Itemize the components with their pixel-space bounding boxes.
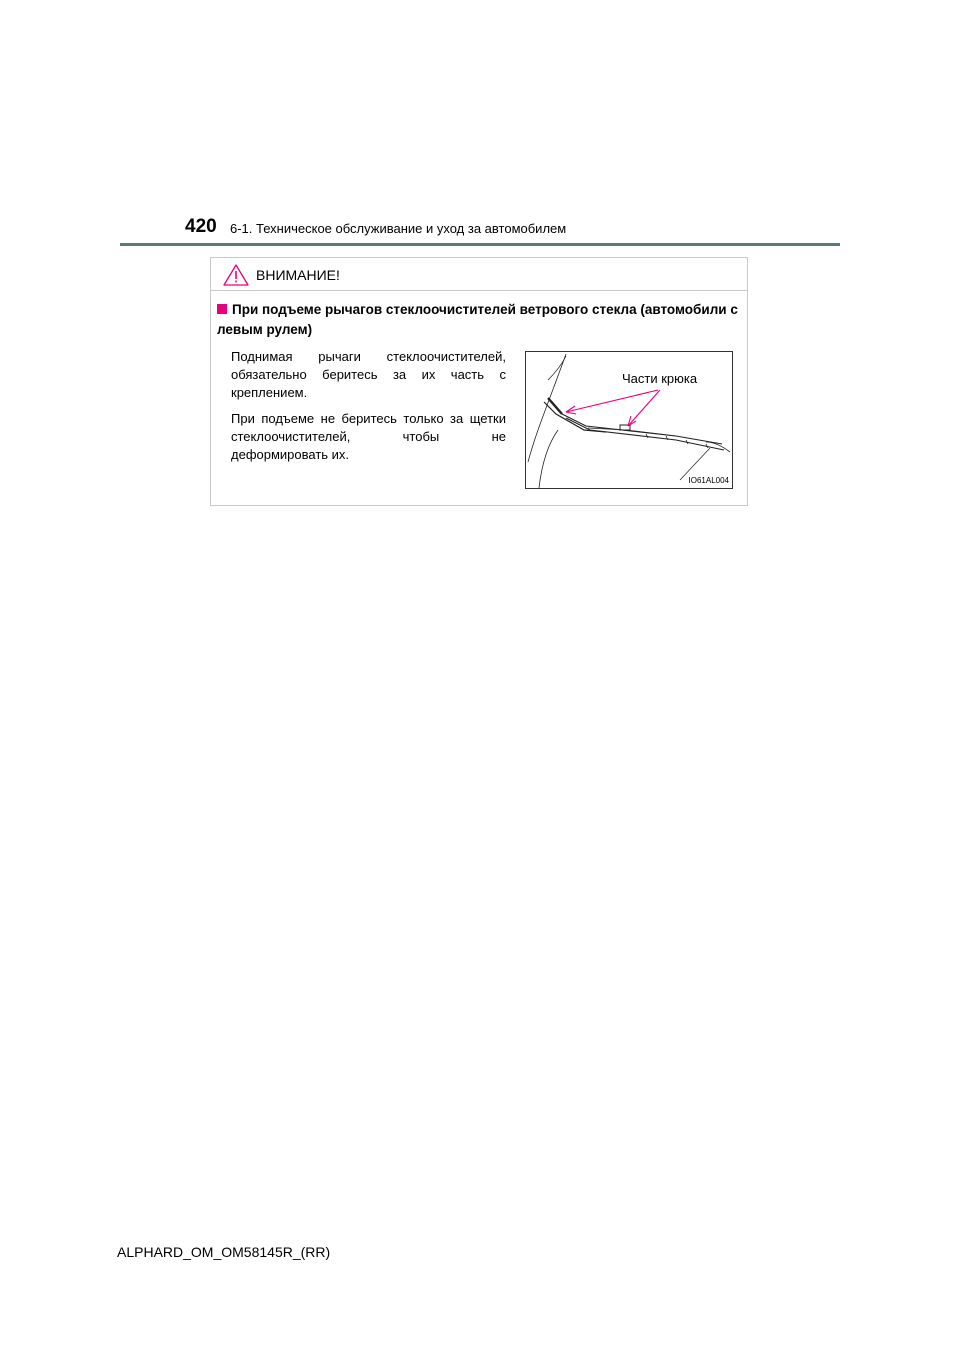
- header-rule: [120, 243, 840, 246]
- footer-manual-code: ALPHARD_OM_OM58145R_(RR): [117, 1244, 331, 1260]
- warning-triangle-icon: [222, 263, 250, 287]
- bullet-square-icon: [217, 304, 227, 314]
- caution-topic-text: При подъеме рычагов стеклоочистителей ветрового стекла (автомобили с левым рулем): [217, 302, 738, 337]
- caution-paragraph: Поднимая рычаги стеклоочистителей, обязательно беритесь за их часть с креплением.: [231, 349, 506, 400]
- caution-box: [210, 257, 748, 506]
- caution-paragraph: При подъеме не беритесь только за щетки стеклоочистителей, чтобы не деформировать их.: [231, 411, 506, 462]
- caution-label: ВНИМАНИЕ!: [256, 267, 340, 283]
- caution-header: [222, 262, 340, 288]
- caution-topic: [217, 300, 745, 340]
- section-title: 6-1. Техническое обслуживание и уход за автомобилем: [230, 221, 567, 236]
- figure-code: IO61AL004: [688, 476, 729, 485]
- page-number: 420: [185, 216, 217, 237]
- wiper-illustration: [525, 351, 733, 489]
- caution-divider: [211, 290, 747, 291]
- figure-callout: Части крюка: [622, 371, 698, 386]
- caution-body: [231, 348, 506, 472]
